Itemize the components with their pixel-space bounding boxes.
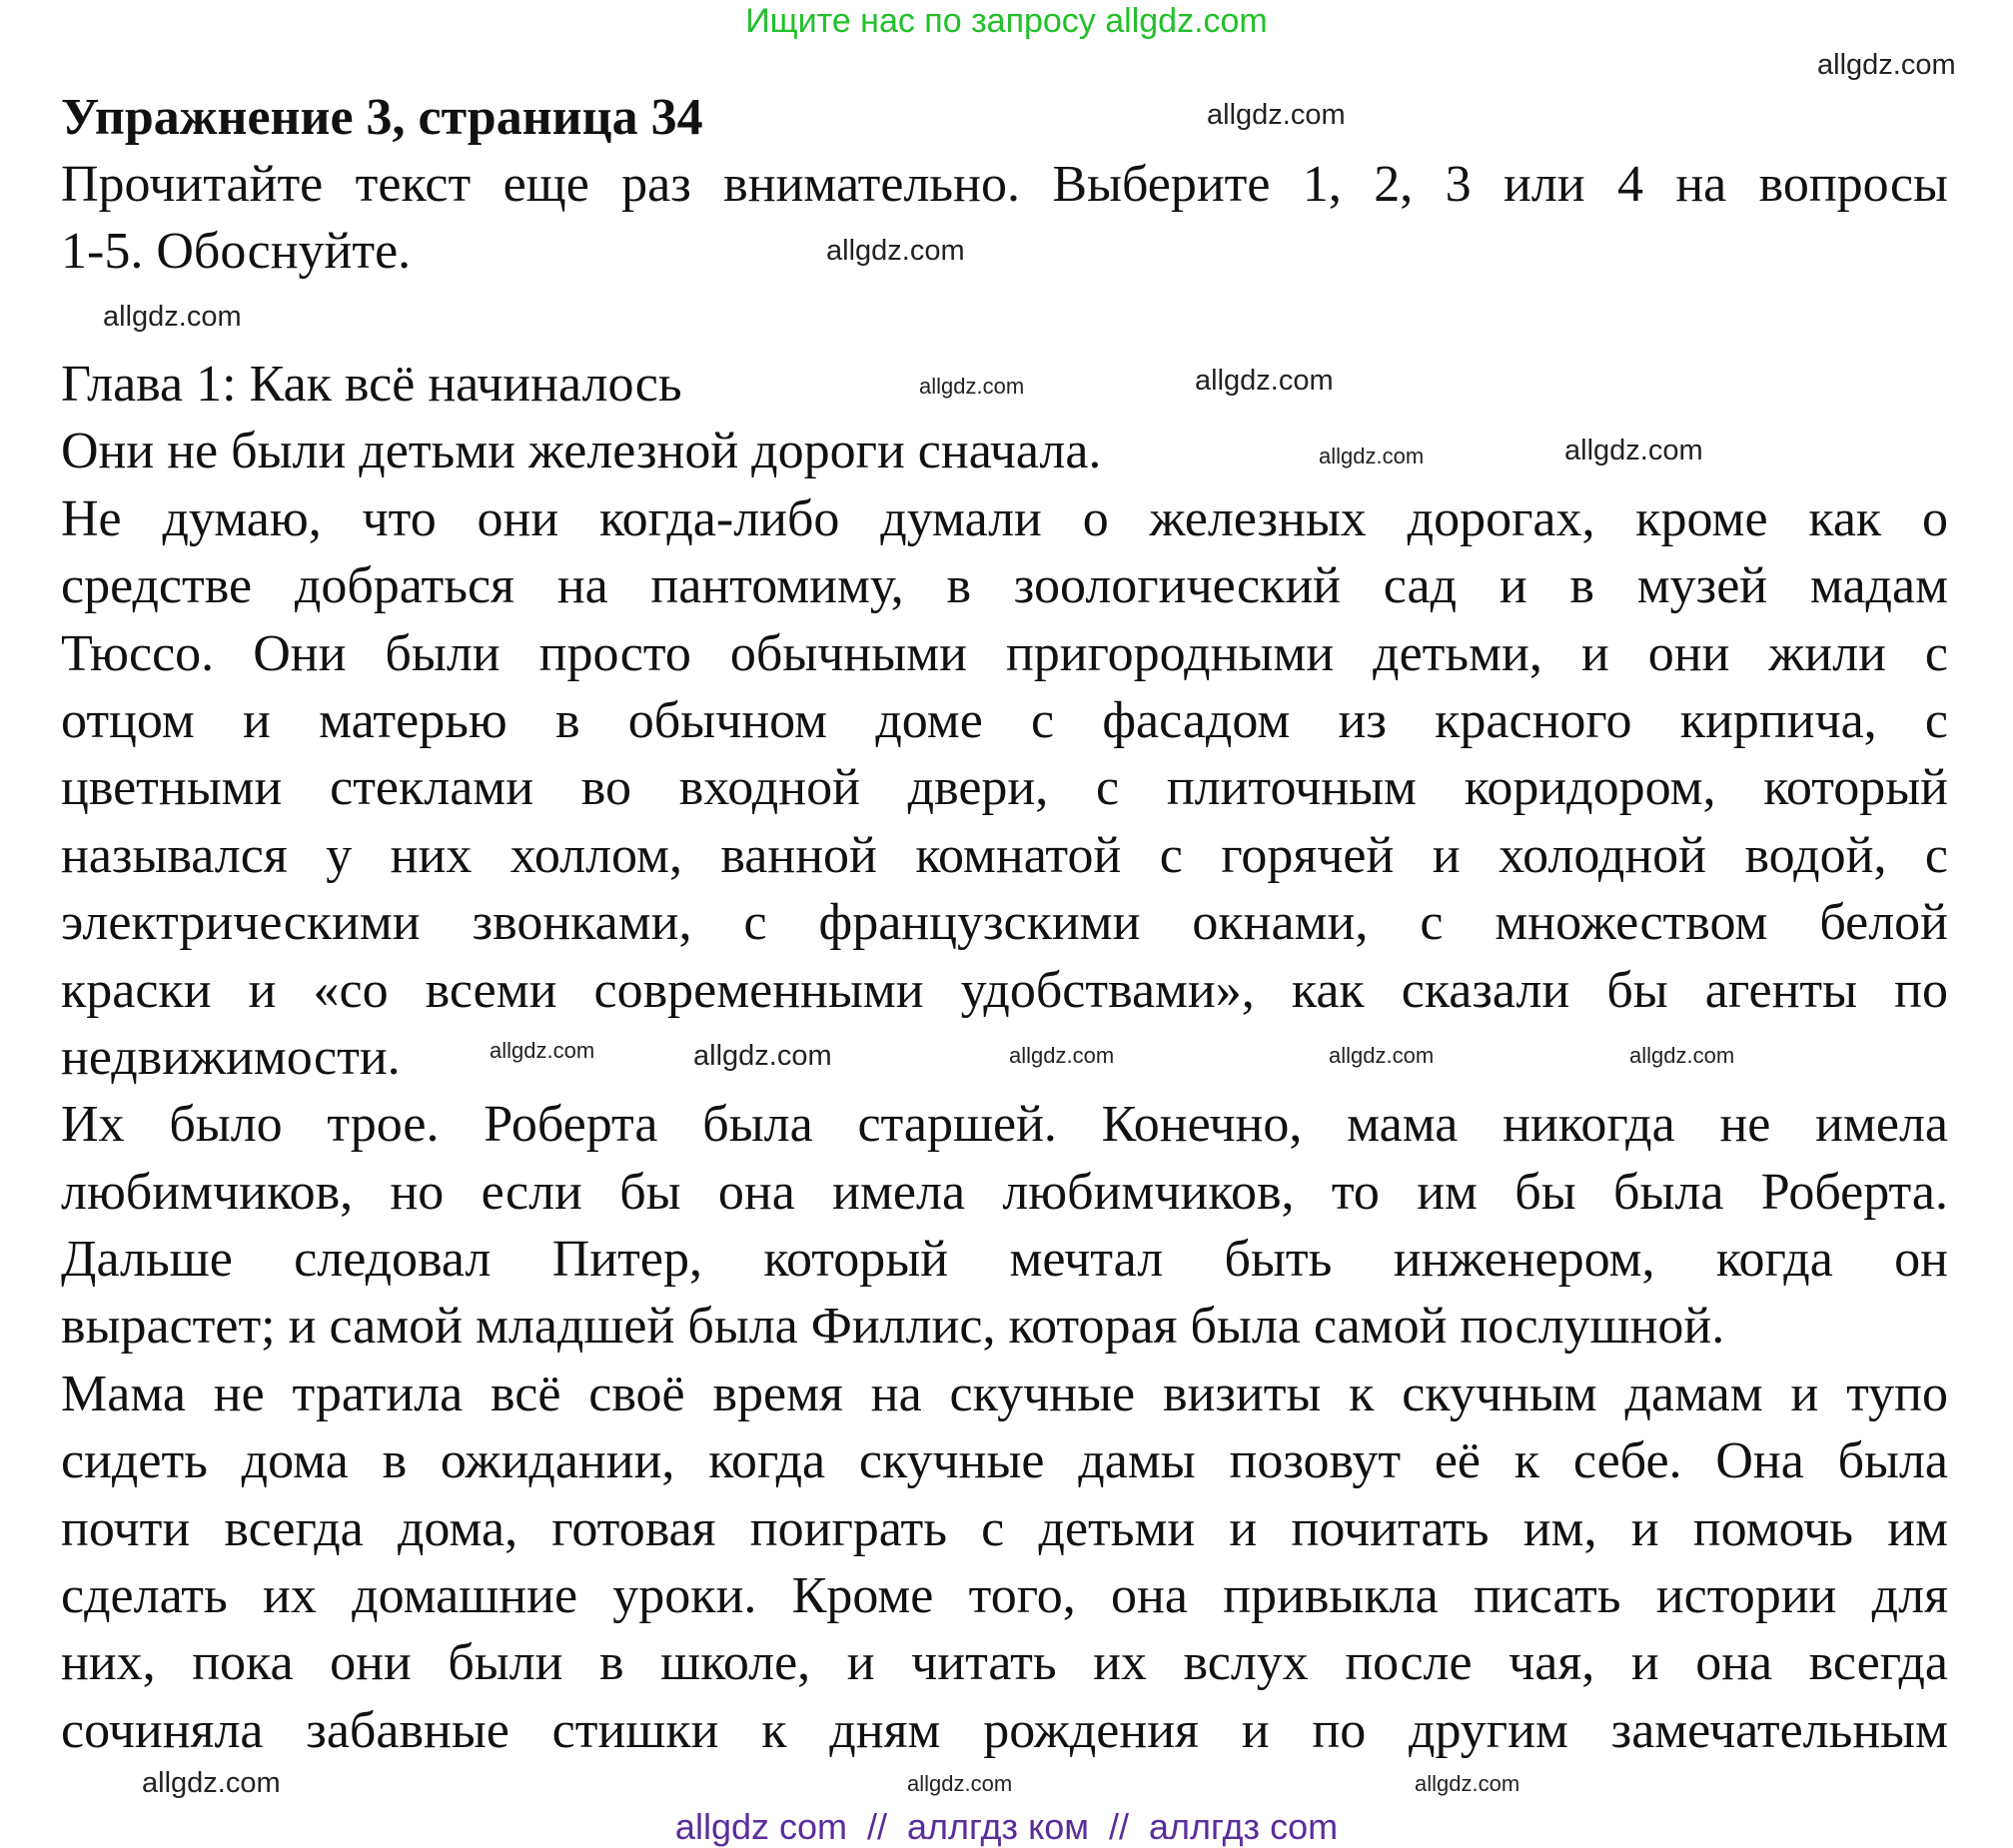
watermark: allgdz.com [826, 235, 965, 267]
text-line: назывался у них холлом, ванной комнатой с горячей и холодной водой, с [61, 826, 1948, 884]
watermark: allgdz.com [1329, 1043, 1435, 1068]
text-line: любимчиков, но если бы она имела любимчиков, то им бы была Роберта. [61, 1163, 1948, 1221]
text-line: отцом и матерью в обычном доме с фасадом из красного кирпича, с [61, 691, 1948, 749]
watermark: allgdz.com [907, 1771, 1013, 1796]
watermark: allgdz.com [1207, 99, 1346, 131]
text-line: вырастет; и самой младшей была Филлис, которая была самой послушной. [61, 1298, 1725, 1356]
watermark: allgdz.com [142, 1767, 281, 1799]
watermark: allgdz.com [103, 301, 242, 333]
text-line: Тюссо. Они были просто обычными пригородными детьми, и они жили с [61, 624, 1948, 682]
text-line: недвижимости. [61, 1028, 401, 1086]
text-line: сочиняла забавные стишки к дням рождения и по другим замечательным [61, 1701, 1948, 1759]
text-line: средстве добраться на пантомиму, в зоологический сад и в музей мадам [61, 557, 1948, 615]
instruction-line: Прочитайте текст еще раз внимательно. Выберите 1, 2, 3 или 4 на вопросы [61, 156, 1948, 213]
watermark: allgdz.com [919, 374, 1025, 399]
watermark: allgdz.com [1817, 49, 1956, 81]
watermark: allgdz.com [1564, 435, 1703, 466]
instruction [61, 151, 1948, 286]
footer-links: allgdz com // аллгдз ком // аллгдз com [674, 1806, 1339, 1847]
instruction-line: 1-5. Обоснуйте. [61, 223, 412, 281]
text-line: электрическими звонками, с французскими окнами, с множеством белой [61, 894, 1948, 952]
chapter-heading: Глава 1: Как всё начиналось [61, 356, 682, 413]
text-line: Их было трое. Роберта была старшей. Конечно, мама никогда не имела [61, 1096, 1948, 1154]
text-line: Они не были детьми железной дороги сначала. [61, 423, 1102, 480]
text-line: Мама не тратила всё своё время на скучные визиты к скучным дамам и тупо [61, 1365, 1948, 1422]
watermark: allgdz.com [1009, 1043, 1115, 1068]
top-banner: Ищите нас по запросу allgdz.com [745, 2, 1268, 40]
text-line: Не думаю, что они когда-либо думали о железных дорогах, кроме как о [61, 489, 1948, 547]
watermark: allgdz.com [1415, 1771, 1520, 1796]
text-line: сидеть дома в ожидании, когда скучные дамы позовут её к себе. Она была [61, 1432, 1948, 1490]
text-line: Дальше следовал Питер, который мечтал быть инженером, когда он [61, 1231, 1948, 1289]
watermark: allgdz.com [1319, 444, 1425, 468]
text-line: сделать их домашние уроки. Кроме того, она привыкла писать истории для [61, 1567, 1948, 1625]
watermark: allgdz.com [1629, 1043, 1735, 1068]
watermark: allgdz.com [490, 1038, 595, 1063]
text-line: них, пока они были в школе, и читать их вслух после чая, и она всегда [61, 1634, 1948, 1692]
exercise-title: Упражнение 3, страница 34 [61, 89, 703, 146]
text-line: почти всегда дома, готовая поиграть с детьми и почитать им, и помочь им [61, 1499, 1948, 1557]
watermark: allgdz.com [693, 1040, 832, 1072]
text-line: цветными стеклами во входной двери, с плиточным коридором, который [61, 759, 1948, 817]
text-line: краски и «со всеми современными удобствами», как сказали бы агенты по [61, 961, 1948, 1019]
watermark: allgdz.com [1195, 365, 1334, 397]
